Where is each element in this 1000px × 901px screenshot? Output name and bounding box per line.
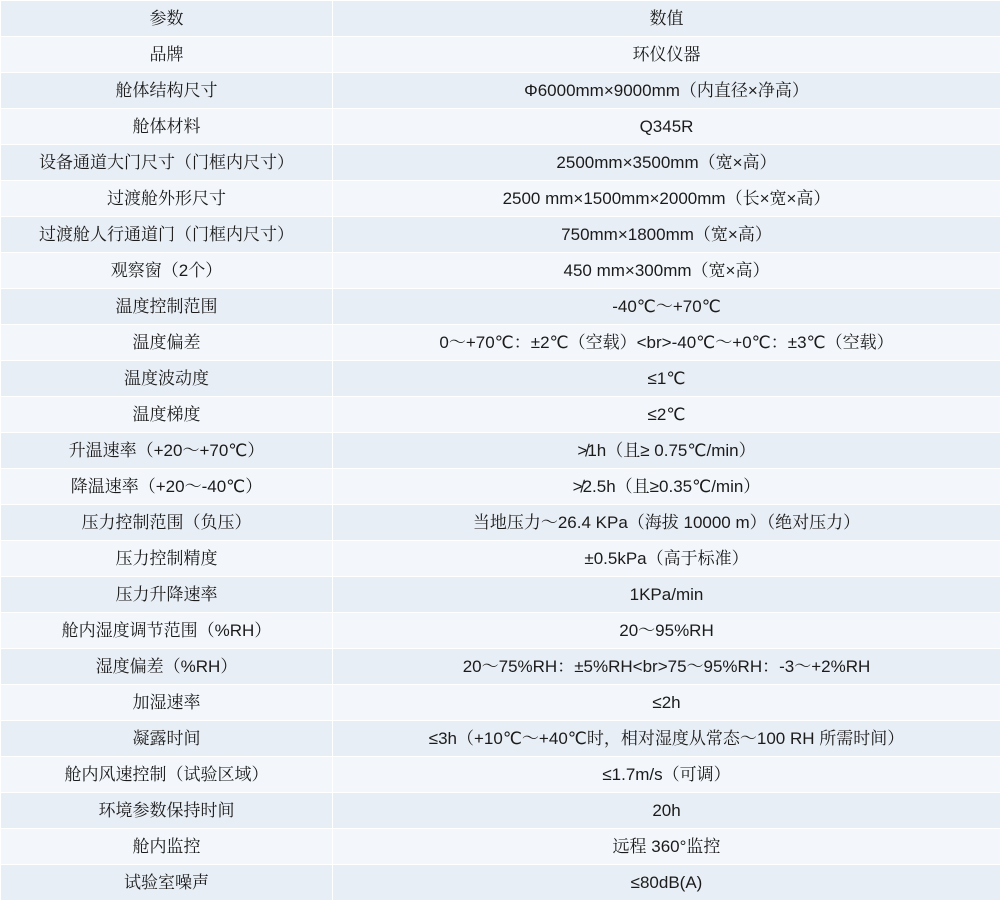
table-row <box>1 361 1000 397</box>
header-cell-value: 数值 <box>333 1 1000 37</box>
value-cell: ≤2℃ <box>333 397 1000 433</box>
table-row <box>1 289 1000 325</box>
parameter-cell: 压力控制范围（负压） <box>1 505 333 541</box>
parameter-cell: 舱内湿度调节范围（%RH） <box>1 613 333 649</box>
parameter-cell: 压力控制精度 <box>1 541 333 577</box>
parameter-cell: 温度梯度 <box>1 397 333 433</box>
parameter-cell: 设备通道大门尺寸（门框内尺寸） <box>1 145 333 181</box>
parameter-cell: 降温速率（+20～-40℃） <box>1 469 333 505</box>
value-cell: ≤3h（+10℃～+40℃时，相对湿度从常态～100 RH 所需时间） <box>333 721 1000 757</box>
table-row <box>1 397 1000 433</box>
value-cell: 20～75%RH：±5%RH<br>75～95%RH：-3～+2%RH <box>333 649 1000 685</box>
value-cell: 0～+70℃：±2℃（空载）<br>-40℃～+0℃：±3℃（空载） <box>333 325 1000 361</box>
table-row <box>1 865 1000 901</box>
table-row <box>1 613 1000 649</box>
table-row <box>1 145 1000 181</box>
value-cell: 450 mm×300mm（宽×高） <box>333 253 1000 289</box>
parameter-cell: 凝露时间 <box>1 721 333 757</box>
parameter-cell: 环境参数保持时间 <box>1 793 333 829</box>
parameter-cell: 舱体结构尺寸 <box>1 73 333 109</box>
table-row <box>1 73 1000 109</box>
table-row <box>1 433 1000 469</box>
header-cell-parameter: 参数 <box>1 1 333 37</box>
parameter-cell: 过渡舱人行通道门（门框内尺寸） <box>1 217 333 253</box>
value-cell: Φ6000mm×9000mm（内直径×净高） <box>333 73 1000 109</box>
table-row <box>1 577 1000 613</box>
table-row <box>1 217 1000 253</box>
parameter-cell: 试验室噪声 <box>1 865 333 901</box>
value-cell: Q345R <box>333 109 1000 145</box>
parameter-cell: 观察窗（2个） <box>1 253 333 289</box>
value-cell: ≤80dB(A) <box>333 865 1000 901</box>
table-row <box>1 253 1000 289</box>
value-cell: -40℃～+70℃ <box>333 289 1000 325</box>
table-row <box>1 685 1000 721</box>
table-row <box>1 793 1000 829</box>
value-cell: ≤2h <box>333 685 1000 721</box>
parameter-cell: 压力升降速率 <box>1 577 333 613</box>
parameter-cell: 舱体材料 <box>1 109 333 145</box>
parameter-cell: 温度偏差 <box>1 325 333 361</box>
table-row <box>1 469 1000 505</box>
value-cell: ≯1h（且≥ 0.75℃/min） <box>333 433 1000 469</box>
table-row <box>1 541 1000 577</box>
parameter-cell: 舱内风速控制（试验区域） <box>1 757 333 793</box>
value-cell: 750mm×1800mm（宽×高） <box>333 217 1000 253</box>
value-cell: 1KPa/min <box>333 577 1000 613</box>
table-row <box>1 721 1000 757</box>
value-cell: ±0.5kPa（高于标准） <box>333 541 1000 577</box>
table-header-row <box>1 1 1000 37</box>
parameter-cell: 温度波动度 <box>1 361 333 397</box>
table-row <box>1 649 1000 685</box>
value-cell: ≤1.7m/s（可调） <box>333 757 1000 793</box>
value-cell: ≯2.5h（且≥0.35℃/min） <box>333 469 1000 505</box>
parameter-cell: 升温速率（+20～+70℃） <box>1 433 333 469</box>
parameter-cell: 品牌 <box>1 37 333 73</box>
value-cell: 当地压力～26.4 KPa（海拔 10000 m）（绝对压力） <box>333 505 1000 541</box>
value-cell: 远程 360°监控 <box>333 829 1000 865</box>
value-cell: 2500 mm×1500mm×2000mm（长×宽×高） <box>333 181 1000 217</box>
table-row <box>1 37 1000 73</box>
value-cell: 20h <box>333 793 1000 829</box>
table-row <box>1 181 1000 217</box>
parameter-cell: 舱内监控 <box>1 829 333 865</box>
table-body <box>1 1 1000 901</box>
value-cell: 20～95%RH <box>333 613 1000 649</box>
table-row <box>1 325 1000 361</box>
table-row <box>1 829 1000 865</box>
parameter-cell: 加湿速率 <box>1 685 333 721</box>
table-row <box>1 109 1000 145</box>
value-cell: 环仪仪器 <box>333 37 1000 73</box>
value-cell: 2500mm×3500mm（宽×高） <box>333 145 1000 181</box>
table-row <box>1 757 1000 793</box>
table-row <box>1 505 1000 541</box>
parameter-cell: 温度控制范围 <box>1 289 333 325</box>
parameter-cell: 湿度偏差（%RH） <box>1 649 333 685</box>
value-cell: ≤1℃ <box>333 361 1000 397</box>
parameter-cell: 过渡舱外形尺寸 <box>1 181 333 217</box>
